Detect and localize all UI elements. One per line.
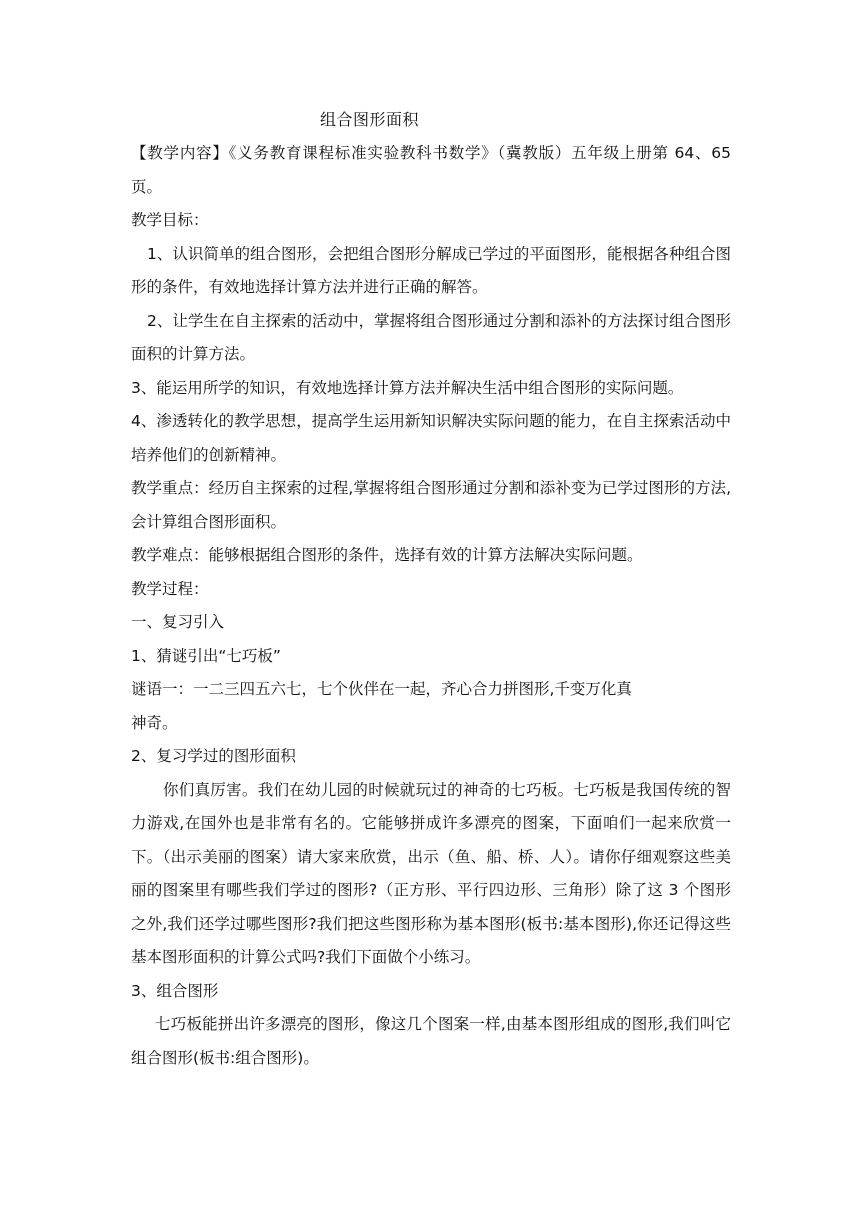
composite-figures-paragraph: 七巧板能拼出许多漂亮的图形，像这几个图案一样,由基本图形组成的图形,我们叫它组合图形(板书:组合图形)。 (131, 1015, 731, 1067)
goal-four-paragraph: 4、渗透转化的教学思想，提高学生运用新知识解决实际问题的能力，在自主探索活动中培养他们的创新精神。 (131, 412, 731, 464)
teaching-difficulties-paragraph: 教学难点：能够根据组合图形的条件，选择有效的计算方法解决实际问题。 (131, 546, 643, 564)
goal-three-paragraph: 3、能运用所学的知识，有效地选择计算方法并解决生活中组合图形的实际问题。 (131, 378, 684, 397)
teaching-process-heading: 教学过程： (131, 579, 209, 598)
review-introduction-heading: 一、复习引入 (131, 613, 225, 631)
document-content (131, 103, 731, 1075)
composite-figures-heading: 3、组合图形 (131, 981, 219, 1000)
document-title: 组合图形面积 (320, 110, 420, 129)
riddle-line-one: 谜语一：一二三四五六七，七个伙伴在一起，齐心合力拼图形,千变万化真 (131, 680, 632, 698)
riddle-introduction-heading: 1、猜谜引出“七巧板” (131, 646, 281, 665)
review-area-paragraph: 你们真厉害。我们在幼儿园的时候就玩过的神奇的七巧板。七巧板是我国传统的智力游戏,在国外也是非常有名的。它能够拼成许多漂亮的图案，下面咱们一起来欣赏一下。（出示美丽的图案）请大家来欣赏，出示（鱼、船、桥、人）。请你仔细观察这些美丽的图案里有哪些我们学过的图形?（正方形、平行四边形、三角形）除了这 3 个图形之外,我们还学过哪些图形?我们把这些图形称为基本图形(板书:基本图形),你还记得这些基本图形面积的计算公式吗?我们下面做个小练习。 (131, 780, 731, 966)
riddle-line-two: 神奇。 (131, 713, 178, 732)
teaching-key-points-paragraph: 教学重点：经历自主探索的过程,掌握将组合图形通过分割和添补变为已学过图形的方法,会计算组合图形面积。 (131, 479, 731, 531)
review-area-heading: 2、复习学过的图形面积 (131, 747, 296, 765)
goal-one-paragraph: 1、认识简单的组合图形，会把组合图形分解成已学过的平面图形，能根据各种组合图形的条件，有效地选择计算方法并进行正确的解答。 (131, 244, 731, 296)
teaching-goals-heading: 教学目标： (131, 211, 209, 229)
goal-two-paragraph: 2、让学生在自主探索的活动中，掌握将组合图形通过分割和添补的方法探讨组合图形面积的计算方法。 (131, 311, 731, 363)
teaching-content-paragraph: 【教学内容】《义务教育课程标准实验教科书数学》（冀教版）五年级上册第 64、65 页。 (131, 144, 731, 196)
